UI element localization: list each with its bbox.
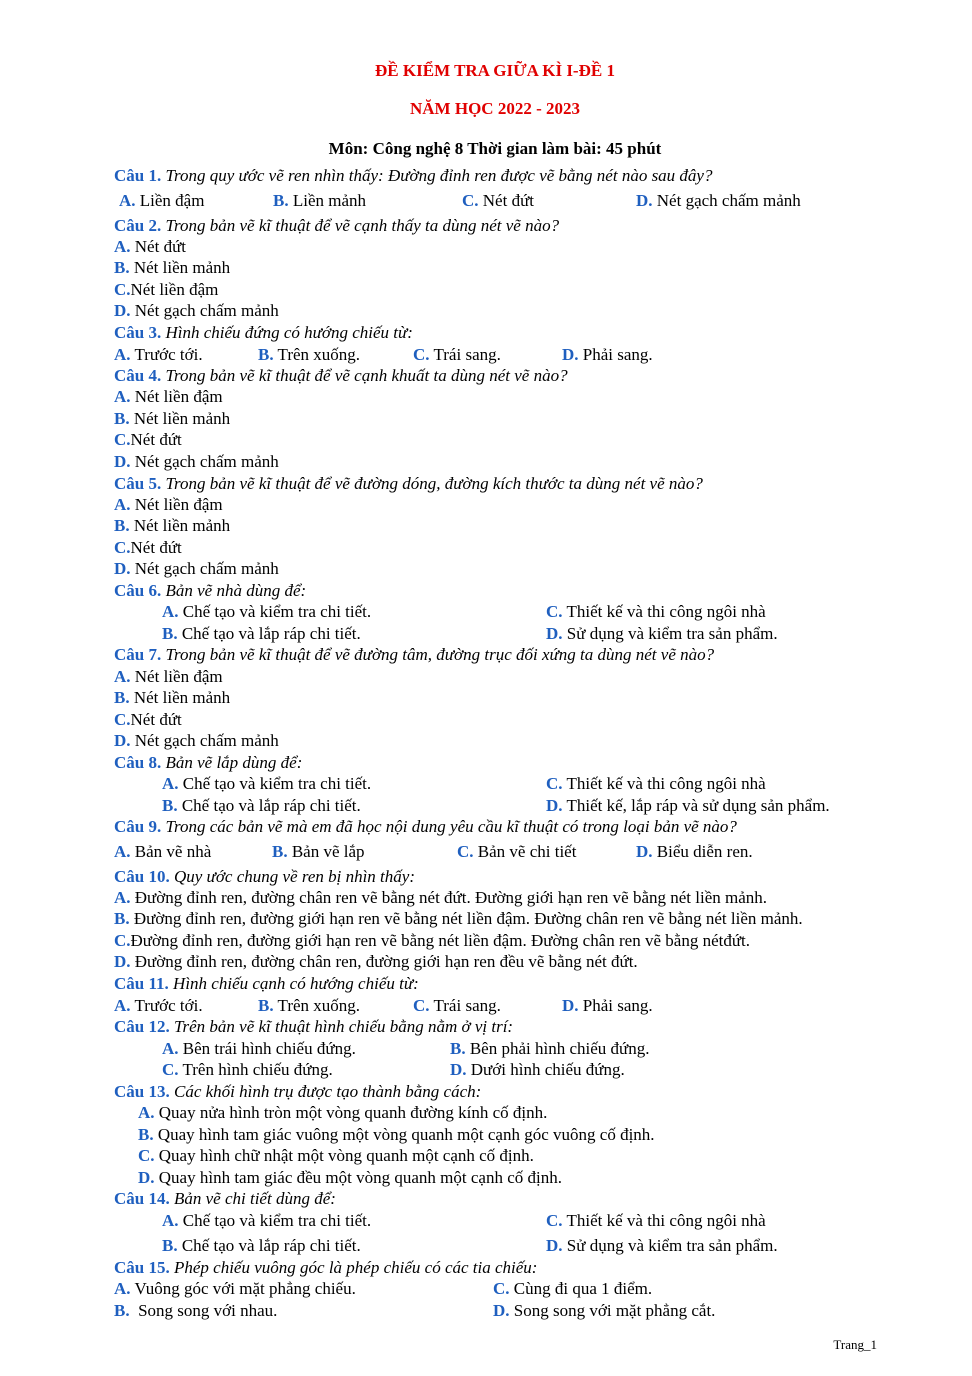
q14-option-c: C. Thiết kế và thi công ngôi nhà [546, 1211, 766, 1230]
q3-option-a: A. Trước tới. [114, 345, 203, 364]
q13-option-b: B. Quay hình tam giác vuông một vòng quanh một cạnh góc vuông cố định. [138, 1125, 655, 1144]
q2-option-c: C.Nét liền đậm [114, 280, 219, 299]
q3-option-d: D. Phải sang. [562, 345, 653, 364]
q15-option-b: B. Song song với nhau. [114, 1301, 278, 1320]
question-13: Câu 13. Các khối hình trụ được tạo thành bằng cách: [114, 1082, 482, 1101]
q6-option-d: D. Sử dụng và kiểm tra sản phẩm. [546, 624, 778, 643]
q4-option-a: A. Nét liền đậm [114, 387, 223, 406]
q5-option-d: D. Nét gạch chấm mảnh [114, 559, 279, 578]
q2-option-a: A. Nét đứt [114, 237, 187, 256]
q1-option-b: B. Liền mảnh [273, 191, 367, 210]
q11-option-d: D. Phải sang. [562, 996, 653, 1015]
q12-option-b: B. Bên phải hình chiếu đứng. [450, 1039, 650, 1058]
q1-option-d: D. Nét gạch chấm mảnh [636, 191, 801, 210]
question-6: Câu 6. Bản vẽ nhà dùng để: [114, 581, 307, 600]
q14-option-a: A. Chế tạo và kiểm tra chi tiết. [162, 1211, 372, 1230]
q9-option-a: A. Bản vẽ nhà [114, 842, 212, 861]
q8-option-d: D. Thiết kế, lắp ráp và sử dụng sản phẩm. [546, 796, 830, 815]
q8-option-a: A. Chế tạo và kiểm tra chi tiết. [162, 774, 372, 793]
question-8: Câu 8. Bản vẽ lắp dùng để: [114, 753, 303, 772]
q13-option-d: D. Quay hình tam giác đều một vòng quanh một cạnh cố định. [138, 1168, 562, 1187]
q1-option-c: C. Nét đứt [462, 191, 535, 210]
question-2: Câu 2. Trong bản vẽ kĩ thuật để vẽ cạnh thấy ta dùng nét vẽ nào? [114, 216, 560, 235]
q11-option-b: B. Trên xuống. [258, 996, 361, 1015]
q15-option-d: D. Song song với mặt phẳng cắt. [493, 1301, 716, 1320]
exam-title: ĐỀ KIỂM TRA GIỮA KÌ I-ĐỀ 1 [375, 61, 615, 80]
question-4: Câu 4. Trong bản vẽ kĩ thuật để vẽ cạnh khuất ta dùng nét vẽ nào? [114, 366, 568, 385]
question-10: Câu 10. Quy ước chung về ren bị nhìn thấy: [114, 867, 415, 886]
q4-option-c: C.Nét đứt [114, 430, 182, 449]
q10-option-b: B. Đường đỉnh ren, đường giới hạn ren vẽ bằng nét liền đậm. Đường chân ren vẽ bằng nét liền mảnh. [114, 909, 803, 928]
q15-option-a: A. Vuông góc với mặt phẳng chiếu. [114, 1279, 356, 1298]
q10-option-c: C.Đường đỉnh ren, đường giới hạn ren vẽ bằng nét liền đậm. Đường chân ren vẽ bằng nétđứt. [114, 931, 751, 950]
q9-option-c: C. Bản vẽ chi tiết [457, 842, 577, 861]
q13-option-c: C. Quay hình chữ nhật một vòng quanh một cạnh cố định. [138, 1146, 534, 1165]
question-5: Câu 5. Trong bản vẽ kĩ thuật để vẽ đường dóng, đường kích thước ta dùng nét vẽ nào? [114, 474, 703, 493]
q3-option-c: C. Trái sang. [413, 345, 501, 364]
question-14: Câu 14. Bản vẽ chi tiết dùng để: [114, 1189, 336, 1208]
q12-option-a: A. Bên trái hình chiếu đứng. [162, 1039, 356, 1058]
question-1: Câu 1. Trong quy ước vẽ ren nhìn thấy: Đường đỉnh ren được vẽ bằng nét nào sau đây? [114, 166, 713, 185]
q11-option-c: C. Trái sang. [413, 996, 501, 1015]
q10-option-d: D. Đường đỉnh ren, đường chân ren, đường giới hạn ren đều vẽ bằng nét đứt. [114, 952, 638, 971]
q5-option-a: A. Nét liền đậm [114, 495, 223, 514]
q2-option-d: D. Nét gạch chấm mảnh [114, 301, 279, 320]
q11-option-a: A. Trước tới. [114, 996, 203, 1015]
question-7: Câu 7. Trong bản vẽ kĩ thuật để vẽ đường tâm, đường trục đối xứng ta dùng nét vẽ nào? [114, 645, 715, 664]
q6-option-a: A. Chế tạo và kiểm tra chi tiết. [162, 602, 372, 621]
q13-option-a: A. Quay nửa hình tròn một vòng quanh đường kính cố định. [138, 1103, 548, 1122]
q14-option-b: B. Chế tạo và lắp ráp chi tiết. [162, 1236, 361, 1255]
subject-line: Môn: Công nghệ 8 Thời gian làm bài: 45 phút [328, 139, 662, 158]
q8-option-b: B. Chế tạo và lắp ráp chi tiết. [162, 796, 361, 815]
page-number: Trang_1 [833, 1337, 877, 1352]
q8-option-c: C. Thiết kế và thi công ngôi nhà [546, 774, 766, 793]
q10-option-a: A. Đường đỉnh ren, đường chân ren vẽ bằng nét đứt. Đường giới hạn ren vẽ bằng nét liền mảnh. [114, 888, 768, 907]
q4-option-b: B. Nét liền mảnh [114, 409, 231, 428]
q2-option-b: B. Nét liền mảnh [114, 258, 231, 277]
q4-option-d: D. Nét gạch chấm mảnh [114, 452, 279, 471]
q6-option-c: C. Thiết kế và thi công ngôi nhà [546, 602, 766, 621]
question-12: Câu 12. Trên bản vẽ kĩ thuật hình chiếu bằng nằm ở vị trí: [114, 1017, 514, 1036]
q5-option-b: B. Nét liền mảnh [114, 516, 231, 535]
question-3: Câu 3. Hình chiếu đứng có hướng chiếu từ: [114, 323, 413, 342]
q7-option-b: B. Nét liền mảnh [114, 688, 231, 707]
q7-option-d: D. Nét gạch chấm mảnh [114, 731, 279, 750]
q7-option-a: A. Nét liền đậm [114, 667, 223, 686]
q9-option-d: D. Biểu diễn ren. [636, 842, 753, 861]
q7-option-c: C.Nét đứt [114, 710, 182, 729]
q5-option-c: C.Nét đứt [114, 538, 182, 557]
q9-option-b: B. Bản vẽ lắp [272, 842, 365, 861]
question-15: Câu 15. Phép chiếu vuông góc là phép chiếu có các tia chiếu: [114, 1258, 538, 1277]
question-11: Câu 11. Hình chiếu cạnh có hướng chiếu từ: [114, 974, 419, 993]
q14-option-d: D. Sử dụng và kiểm tra sản phẩm. [546, 1236, 778, 1255]
q15-option-c: C. Cùng đi qua 1 điểm. [493, 1279, 653, 1298]
question-9: Câu 9. Trong các bản vẽ mà em đã học nội dung yêu cầu kĩ thuật có trong loại bản vẽ nào? [114, 817, 737, 836]
q12-option-c: C. Trên hình chiếu đứng. [162, 1060, 333, 1079]
q6-option-b: B. Chế tạo và lắp ráp chi tiết. [162, 624, 361, 643]
q3-option-b: B. Trên xuống. [258, 345, 361, 364]
school-year: NĂM HỌC 2022 - 2023 [410, 99, 580, 118]
q1-option-a: A. Liền đậm [119, 191, 205, 210]
q12-option-d: D. Dưới hình chiếu đứng. [450, 1060, 625, 1079]
